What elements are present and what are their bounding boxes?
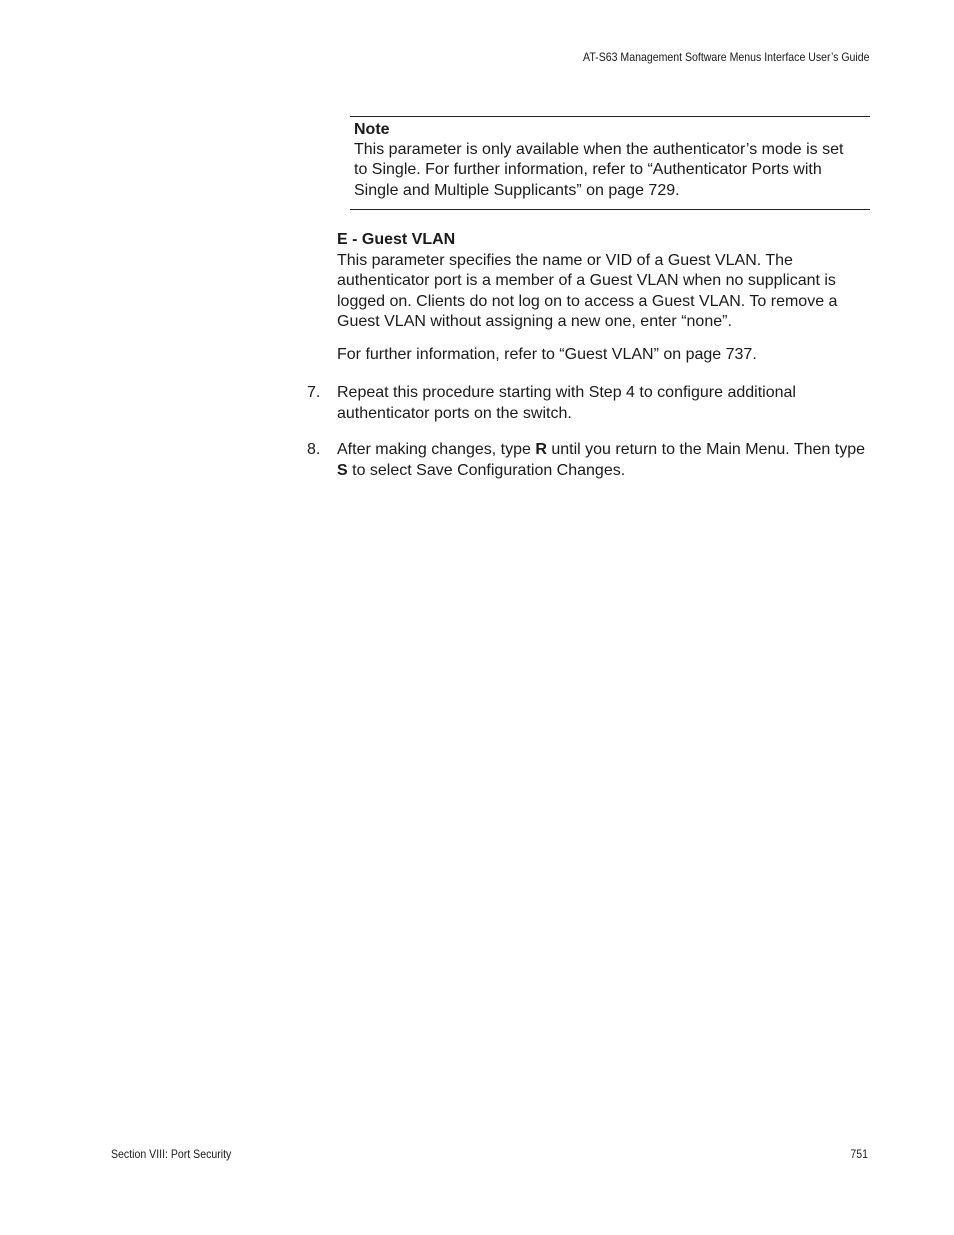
- running-header: AT-S63 Management Software Menus Interface User’s Guide: [582, 50, 869, 64]
- key-r: R: [535, 441, 547, 458]
- guest-vlan-heading: E - Guest VLAN: [337, 231, 456, 248]
- key-s: S: [337, 461, 348, 479]
- step-text-part: to select Save Configuration Changes.: [347, 461, 626, 479]
- note-box: [350, 116, 870, 210]
- guest-vlan-description: This parameter specifies the name or VID of a Guest VLAN. The authenticator port is a member of a Guest VLAN when no supplicant is logged on. Clients do not log on to access a Guest VLAN. To remove a Guest VLAN without assigning a new one, enter “none”.: [337, 252, 838, 330]
- step-number: 7.: [307, 384, 321, 401]
- note-title: Note: [354, 121, 390, 138]
- note-body: This parameter is only available when the authenticator’s mode is set to Single. For further information, refer to “Authenticator Ports with Single and Multiple Supplicants” on page 729.: [354, 141, 844, 199]
- guest-vlan-further-info: For further information, refer to “Guest VLAN” on page 737.: [337, 346, 757, 363]
- step-text: [337, 440, 870, 481]
- footer-section: Section VIII: Port Security: [111, 1147, 232, 1161]
- step-text: Repeat this procedure starting with Step 4 to configure additional authenticator ports on the switch.: [337, 384, 796, 422]
- step-text-part: until you return to the Main Menu. Then type: [546, 441, 865, 458]
- step-text-part: After making changes, type: [337, 441, 536, 458]
- footer-page-number: 751: [850, 1147, 868, 1161]
- step-number: 8.: [307, 441, 321, 458]
